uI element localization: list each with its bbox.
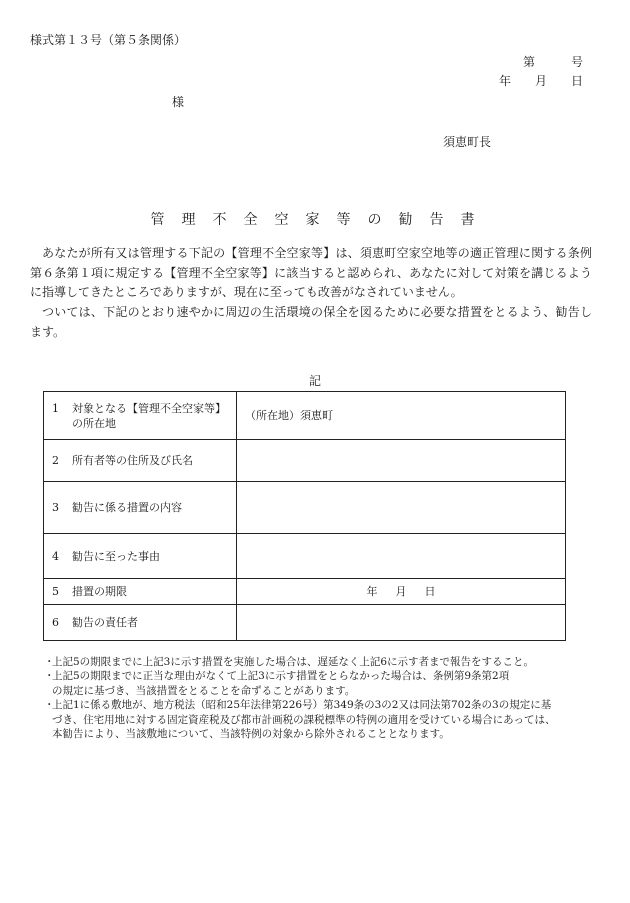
row-1-number: 1 bbox=[52, 401, 59, 415]
notes-list bbox=[44, 655, 604, 741]
body-paragraph-1: あなたが所有又は管理する下記の【管理不全空家等】は、須恵町空家空地等の適正管理に関する条例第６条第１項に規定する【管理不全空家等】に該当すると認められ、あなたに対して対策を講じるように指導してきたところでありますが、現在に至っても改善がなされていません。 bbox=[30, 246, 592, 300]
row-6-value[interactable] bbox=[237, 605, 566, 641]
recommendation-table bbox=[43, 391, 566, 641]
addressee-suffix: 様 bbox=[172, 95, 185, 109]
location-value: （所在地）須恵町 bbox=[245, 409, 333, 422]
bullet-icon: ・ bbox=[44, 656, 55, 668]
document-date: 年 月 日 bbox=[498, 74, 583, 88]
table-row bbox=[44, 392, 566, 440]
table-row bbox=[44, 440, 566, 482]
row-6-label-text: 勧告の責任者 bbox=[72, 616, 138, 629]
note-2-line-1: 上記5の期限までに正当な理由がなくて上記3に示す措置をとらなかった場合は、条例第9条第2項 bbox=[52, 670, 510, 683]
row-6-number: 6 bbox=[52, 616, 59, 629]
row-2-number: 2 bbox=[52, 454, 59, 467]
bullet-icon: ・ bbox=[44, 699, 55, 712]
row-5-label bbox=[44, 579, 237, 605]
document-title: 管理不全空家等の勧告書 bbox=[150, 212, 492, 228]
document-number: 第 号 bbox=[522, 55, 583, 69]
row-5-label-text: 措置の期限 bbox=[72, 585, 127, 598]
row-3-number: 3 bbox=[52, 501, 59, 514]
row-4-number: 4 bbox=[52, 549, 59, 563]
row-6-label bbox=[44, 605, 237, 641]
note-3-line-2: づき、住宅用地に対する固定資産税及び都市計画税の課税標準の特例の適用を受けている場合にあっては、 bbox=[52, 713, 556, 726]
row-3-value[interactable] bbox=[237, 482, 566, 534]
row-1-label bbox=[44, 392, 237, 440]
deadline-year: 年 bbox=[366, 585, 378, 598]
document-body bbox=[30, 244, 592, 343]
row-4-label-text: 勧告に至った事由 bbox=[72, 549, 160, 563]
form-number: 様式第１３号（第５条関係） bbox=[30, 33, 187, 47]
ki-heading: 記 bbox=[308, 374, 321, 388]
table-row bbox=[44, 534, 566, 579]
row-2-label-text: 所有者等の住所及び氏名 bbox=[72, 454, 193, 467]
note-3-line-1: 上記1に係る敷地が、地方税法（昭和25年法律第226号）第349条の3の2又は同法第702条の3の規定に基 bbox=[52, 699, 552, 712]
issuer-name: 須恵町長 bbox=[443, 135, 492, 149]
row-2-value[interactable] bbox=[237, 440, 566, 482]
note-item-2 bbox=[44, 669, 604, 698]
deadline-day: 日 bbox=[424, 585, 436, 598]
row-5-deadline[interactable] bbox=[237, 579, 566, 605]
note-3-line-3: 本勧告により、当該敷地について、当該特例の対象から除外されることとなります。 bbox=[52, 728, 450, 741]
table-row bbox=[44, 482, 566, 534]
row-1-label-line-1: 対象となる【管理不全空家等】 bbox=[72, 401, 226, 415]
row-3-label-text: 勧告に係る措置の内容 bbox=[72, 501, 182, 514]
deadline-month: 月 bbox=[395, 585, 407, 598]
row-1-value[interactable] bbox=[237, 392, 566, 440]
note-1-text: 上記5の期限までに上記3に示す措置を実施した場合は、遅延なく上記6に示す者まで報告をすること。 bbox=[52, 656, 535, 668]
body-paragraph-2: ついては、下記のとおり速やかに周辺の生活環境の保全を図るために必要な措置をとるよう、勧告します。 bbox=[30, 305, 592, 339]
table-row bbox=[44, 605, 566, 641]
table-row bbox=[44, 579, 566, 605]
note-2-line-2: の規定に基づき、当該措置をとることを命ずることがあります。 bbox=[52, 684, 356, 697]
bullet-icon: ・ bbox=[44, 670, 55, 683]
row-5-number: 5 bbox=[52, 585, 59, 598]
row-3-label bbox=[44, 482, 237, 534]
row-4-value[interactable] bbox=[237, 534, 566, 579]
row-4-label bbox=[44, 534, 237, 579]
row-1-label-line-2: の所在地 bbox=[72, 416, 116, 430]
note-item-3 bbox=[44, 698, 604, 741]
note-item-1 bbox=[44, 655, 604, 669]
row-2-label bbox=[44, 440, 237, 482]
